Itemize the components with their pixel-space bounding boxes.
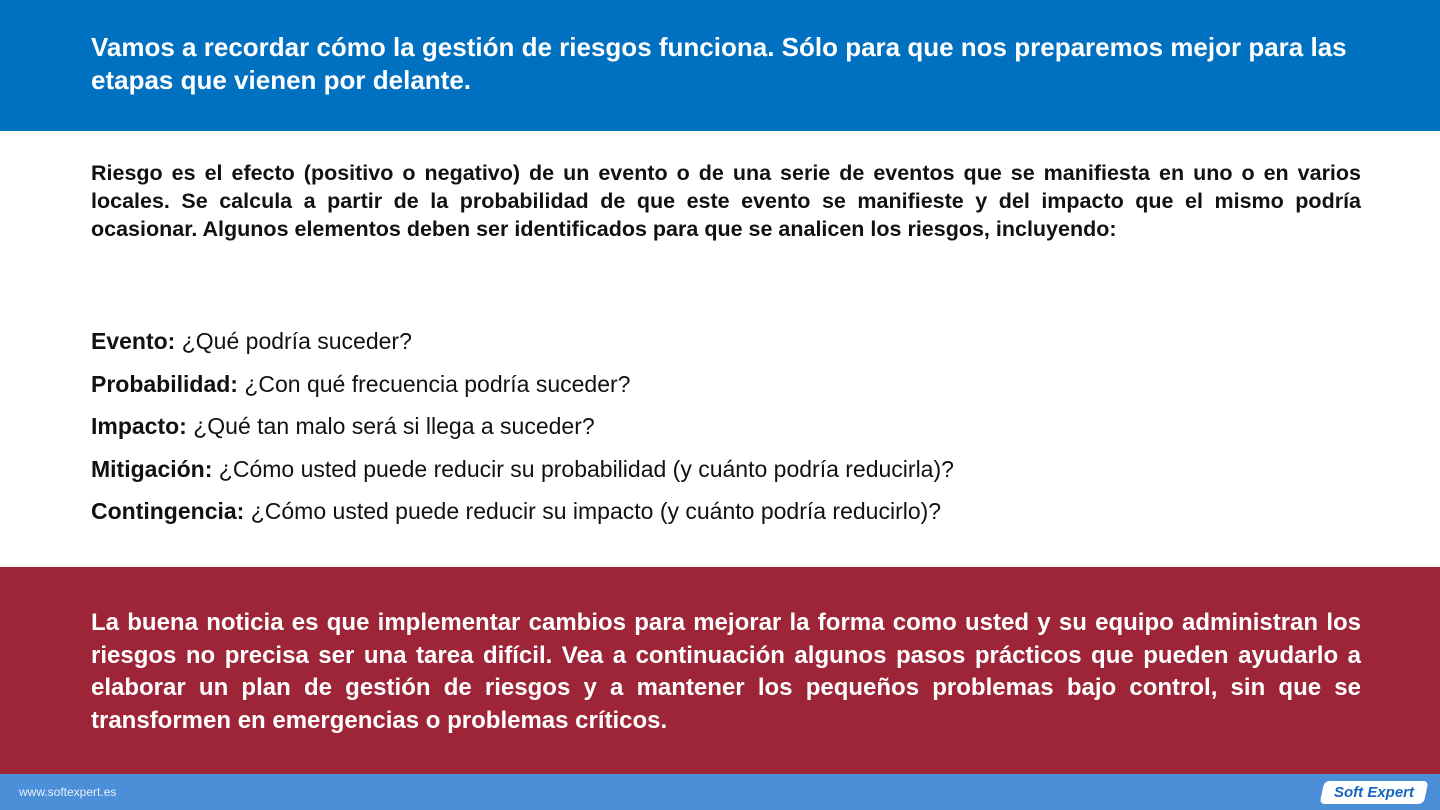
definition-question: ¿Con qué frecuencia podría suceder? — [244, 370, 631, 397]
definition-question: ¿Cómo usted puede reducir su probabilidad (y cuánto podría reducirla)? — [218, 455, 954, 482]
definition-item-contingencia — [91, 497, 1361, 540]
definition-term: Impacto: — [91, 413, 187, 439]
definition-question: ¿Qué tan malo será si llega a suceder? — [193, 413, 595, 439]
closing-band — [0, 567, 1440, 774]
definition-question: ¿Qué podría suceder? — [181, 328, 412, 354]
header-band — [0, 0, 1440, 131]
logo-text: Soft Expert — [1333, 784, 1414, 801]
slide-title: Vamos a recordar cómo la gestión de riesgos funciona. Sólo para que nos preparemos mejor para las etapas que vienen por delante. — [91, 32, 1347, 95]
definition-term: Probabilidad: — [91, 370, 238, 397]
softexpert-logo — [1320, 781, 1429, 804]
closing-paragraph: La buena noticia es que implementar cambios para mejorar la forma como usted y su equipo administran los riesgos no precisa ser una tarea difícil. Vea a continuación algunos pasos prácticos que pueden ayudarlo a elaborar un plan de gestión de riesgos y a mantener los pequeños problemas bajo control, sin que se transformen en emergencias o problemas críticos. — [91, 609, 1361, 734]
intro-paragraph: Riesgo es el efecto (positivo o negativo) de un evento o de una serie de eventos que se manifiesta en uno o en varios locales. Se calcula a partir de la probabilidad de que este evento se manifieste y del impacto que el mismo podría ocasionar. Algunos elementos deben ser identificados para que se analicen los riesgos, incluyendo: — [91, 161, 1361, 241]
definition-term: Contingencia: — [91, 498, 245, 524]
definition-term: Evento: — [91, 328, 176, 354]
footer-bar — [0, 774, 1440, 810]
definition-term: Mitigación: — [91, 455, 213, 482]
definition-item-probabilidad — [91, 370, 1361, 413]
definition-question: ¿Cómo usted puede reducir su impacto (y cuánto podría reducirlo)? — [250, 498, 942, 524]
definition-item-impacto — [91, 412, 1361, 455]
definition-item-evento — [91, 327, 1361, 370]
definition-item-mitigacion — [91, 455, 1361, 498]
definition-list — [91, 327, 1361, 540]
website-link[interactable]: www.softexpert.es — [19, 785, 117, 799]
